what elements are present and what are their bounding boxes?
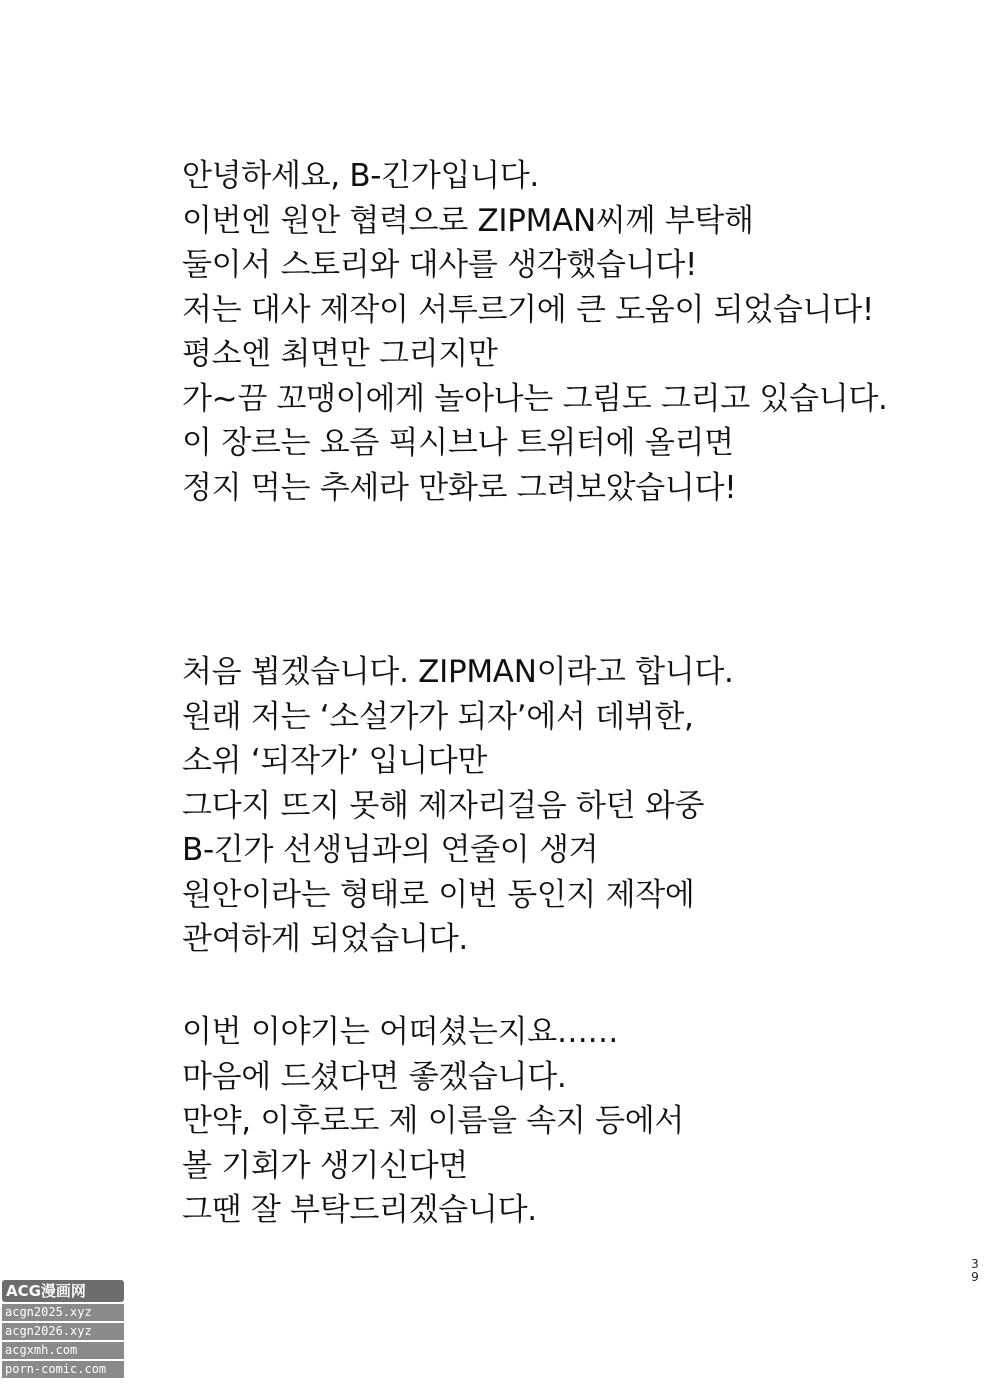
text-line: 관여하게 되었습니다.: [182, 921, 468, 957]
paragraph-greeting: [182, 154, 888, 510]
text-line: 그땐 잘 부탁드리겠습니다.: [182, 1192, 537, 1228]
text-line: 가~끔 꼬맹이에게 놀아나는 그림도 그리고 있습니다.: [182, 380, 888, 417]
text-line: 안녕하세요, B-긴가입니다.: [182, 158, 539, 194]
page-number-digit: 3: [971, 1257, 979, 1271]
text-line: 정지 먹는 추세라 만화로 그려보았습니다!: [182, 469, 737, 506]
text-line: 처음 뵙겠습니다. ZIPMAN이라고 합니다.: [182, 654, 734, 690]
watermark-url: porn-comic.com: [2, 1361, 124, 1378]
text-line: 평소엔 최면만 그리지만: [182, 336, 498, 372]
text-line: 이번 이야기는 어떠셨는지요……: [182, 1014, 619, 1050]
text-line: B-긴가 선생님과의 연줄이 생겨: [182, 832, 599, 868]
text-line: 마음에 드셨다면 좋겠습니다.: [182, 1058, 567, 1095]
paragraph-introduction: [182, 650, 734, 962]
text-line: 원래 저는 ‘소설가가 되자’에서 데뷔한,: [182, 698, 694, 735]
page-number-digit: 9: [971, 1270, 979, 1284]
text-line: 원안이라는 형태로 이번 동인지 제작에: [182, 876, 695, 913]
watermark-url: acgn2025.xyz: [2, 1304, 124, 1321]
paragraph-closing: [182, 1010, 684, 1233]
text-line: 소위 ‘되작가’ 입니다만: [182, 743, 488, 779]
text-line: 둘이서 스토리와 대사를 생각했습니다!: [182, 247, 698, 283]
watermark-url: acgxmh.com: [2, 1342, 124, 1359]
watermark-url: acgn2026.xyz: [2, 1323, 124, 1340]
text-line: 만약, 이후로도 제 이름을 속지 등에서: [182, 1103, 685, 1139]
text-line: 이번엔 원안 협력으로 ZIPMAN씨께 부탁해: [182, 202, 754, 239]
page-number: [968, 1258, 982, 1284]
text-line: 이 장르는 요즘 픽시브나 트위터에 올리면: [182, 425, 734, 461]
text-line: 그다지 뜨지 못해 제자리걸음 하던 와중: [182, 787, 705, 824]
text-line: 볼 기회가 생기신다면: [182, 1147, 468, 1184]
watermark-logo: ACG漫画网: [2, 1280, 124, 1302]
watermark: [0, 1280, 130, 1398]
text-line: 저는 대사 제작이 서투르기에 큰 도움이 되었습니다!: [182, 291, 875, 328]
